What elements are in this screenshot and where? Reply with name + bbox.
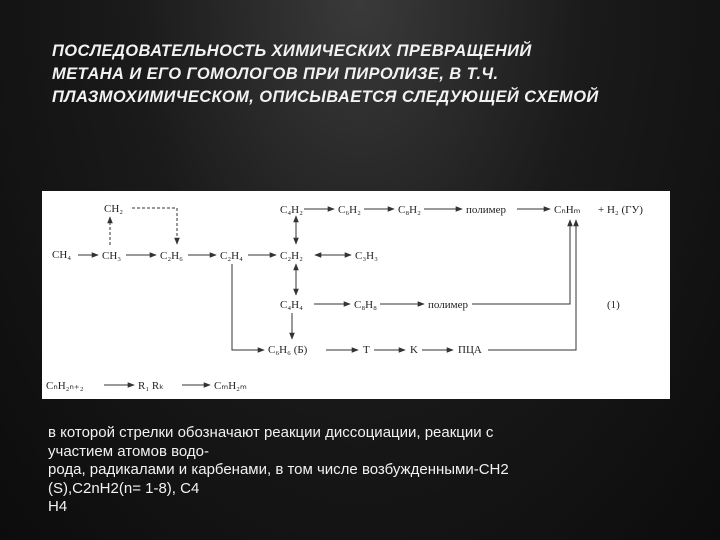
label-c4h2: C₄H₂ [280,204,303,216]
label-cnhm: CₙHₘ [554,204,581,216]
dashed-arrow-ch2-c2h6 [132,208,177,244]
label-eq-number: (1) [607,299,620,311]
label-c8h8: C₈H₈ [354,299,377,311]
caption-line-1: в которой стрелки обозначают реакции диссоциации, реакции с [48,424,494,441]
caption-line-2: участием атомов водо- [48,442,209,460]
arrow-pca-cnhm [488,220,576,350]
caption-line-4: (S),C2nH2(n= 1-8), C4 [48,479,200,497]
label-h2-gu: + H₂ (ГУ) [598,204,643,216]
label-pca: ПЦА [458,344,482,356]
label-c2h4: C₂H₄ [220,250,243,262]
label-t: T [363,344,370,356]
label-ch2: CH₂ [104,203,124,215]
title-line-1: ПОСЛЕДОВАТЕЛЬНОСТЬ ХИМИЧЕСКИХ ПРЕВРАЩЕНИЙ [52,42,532,60]
caption-line-3: рода, радикалами и карбенами, в том числе возбужденными-CH2 [48,461,509,478]
label-c3h3: C₃H₃ [355,250,378,262]
label-r1-rk: R₁ Rₖ [138,380,164,392]
arrow-c2h4-c6h6 [232,264,264,350]
label-c2h6: C₂H₆ [160,250,183,262]
label-k: K [410,344,418,356]
label-ch4: CH₄ [52,249,72,261]
label-polymer-1: полимер [466,204,506,216]
label-cnh2n2: CₙH₂ₙ₊₂ [46,380,84,392]
label-polymer-2: полимер [428,299,468,311]
scheme-diagram [42,191,670,399]
slide-title [52,40,692,109]
title-line-3: ПЛАЗМОХИМИЧЕСКОМ, ОПИСЫВАЕТСЯ СЛЕДУЮЩЕЙ СХЕМОЙ [52,88,599,106]
reaction-scheme [42,191,670,399]
label-cmh2m: CₘH₂ₘ [214,380,247,392]
label-c8h2: C₈H₂ [398,204,421,216]
scheme-caption [48,424,668,517]
caption-line-5: H4 [48,498,68,515]
label-c6h6: C₆H₆ (Б) [268,344,308,356]
label-c4h4: C₄H₄ [280,299,303,311]
label-c2h2: C₂H₂ [280,250,303,262]
label-c6h2: C₆H₂ [338,204,361,216]
label-ch3: CH₃ [102,250,122,262]
arrow-polymer2-cnhm [472,220,570,304]
title-line-2: МЕТАНА И ЕГО ГОМОЛОГОВ ПРИ ПИРОЛИЗЕ, В Т.Ч. [52,65,499,83]
